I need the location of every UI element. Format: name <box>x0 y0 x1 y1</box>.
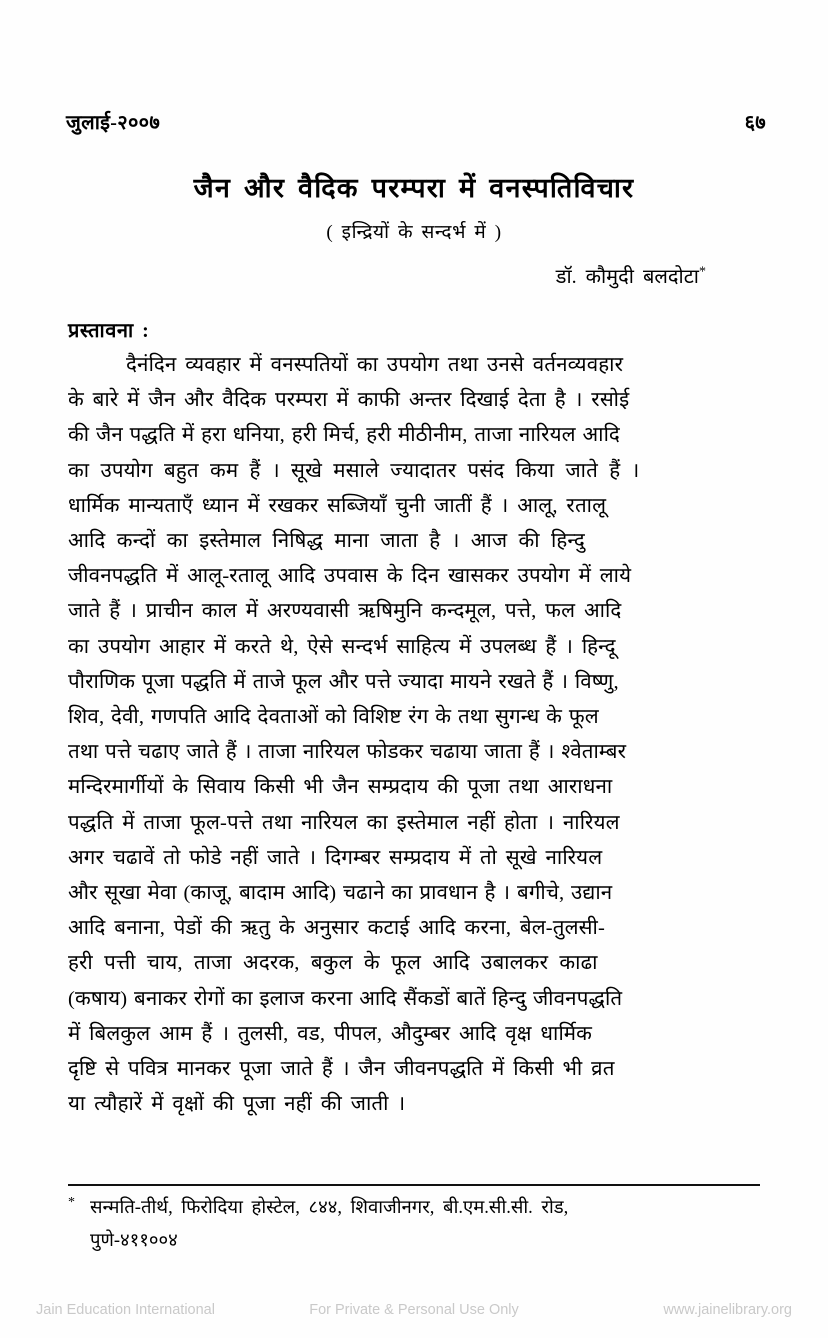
footnote-line-1 <box>68 1186 768 1225</box>
body-line: पद्धति में ताजा फूल-पत्ते तथा नारियल का इस्तेमाल नहीं होता । नारियल <box>68 811 620 834</box>
body-line: के बारे में जैन और वैदिक परम्परा में काफी अन्तर दिखाई देता है । रसोई <box>68 389 630 412</box>
footer-organization: Jain Education International <box>36 1302 215 1318</box>
body-line: का उपयोग बहुत कम हैं । सूखे मसाले ज्यादातर पसंद किया जाते हैं । <box>68 459 640 482</box>
page-number: ६७ <box>744 112 766 134</box>
footnote-address: सन्मति-तीर्थ, फिरोदिया होस्टेल, ८४४, शिवाजीनगर, बी.एम.सी.सी. रोड, <box>90 1198 569 1219</box>
footnote-marker: * <box>68 1195 75 1210</box>
body-line: आदि बनाना, पेडों की ऋतु के अनुसार कटाई आदि करना, बेल-तुलसी- <box>68 917 605 940</box>
body-line: धार्मिक मान्यताएँ ध्यान में रखकर सब्जियाँ चुनी जातीं हैं । आलू, रतालू <box>68 494 607 517</box>
body-line: अगर चढावें तो फोडे नहीं जाते । दिगम्बर सम्प्रदाय में तो सूखे नारियल <box>68 846 603 869</box>
issue-date: जुलाई-२००७ <box>66 112 161 134</box>
body-line: जाते हैं । प्राचीन काल में अरण्यवासी ऋषिमुनि कन्दमूल, पत्ते, फल आदि <box>68 600 622 623</box>
body-line: मन्दिरमार्गीयों के सिवाय किसी भी जैन सम्प्रदाय की पूजा तथा आराधना <box>68 776 613 799</box>
running-head <box>66 108 766 135</box>
body-line: और सूखा मेवा (काजू, बादाम आदि) चढाने का प्रावधान है । बगीचे, उद्यान <box>68 882 613 905</box>
byline <box>62 262 766 289</box>
watermark-footer <box>0 1296 828 1324</box>
body-line: में बिलकुल आम हैं । तुलसी, वड, पीपल, औदुम्बर आदि वृक्ष धार्मिक <box>68 1022 593 1045</box>
article-subtitle: ( इन्द्रियों के सन्दर्भ में ) <box>326 221 502 243</box>
footer-usage-notice: For Private & Personal Use Only <box>309 1302 519 1318</box>
body-line: दृष्टि से पवित्र मानकर पूजा जाते हैं । जैन जीवनपद्धति में किसी भी व्रत <box>68 1058 615 1081</box>
body-line: आदि कन्दों का इस्तेमाल निषिद्ध माना जाता है । आज की हिन्दु <box>68 530 585 553</box>
body-line: की जैन पद्धति में हरा धनिया, हरी मिर्च, हरी मीठीनीम, ताजा नारियल आदि <box>68 424 620 447</box>
body-line: पौराणिक पूजा पद्धति में ताजे फूल और पत्ते ज्यादा मायने रखते हैं । विष्णु, <box>68 670 619 693</box>
footnote-line-2: पुणे-४११००४ <box>90 1231 178 1252</box>
title-block <box>62 172 766 289</box>
body-paragraph <box>68 348 762 1122</box>
body-line: तथा पत्ते चढाए जाते हैं । ताजा नारियल फोडकर चढाया जाता हैं । श्वेताम्बर <box>68 741 627 764</box>
page-title: जैन और वैदिक परम्परा में वनस्पतिविचार <box>193 173 635 203</box>
body-line: का उपयोग आहार में करते थे, ऐसे सन्दर्भ साहित्य में उपलब्ध हैं । हिन्दू <box>68 635 616 658</box>
body-line: दैनंदिन व्यवहार में वनस्पतियों का उपयोग तथा उनसे वर्तनव्यवहार <box>126 354 624 376</box>
body-line: (कषाय) बनाकर रोगों का इलाज करना आदि सैंकडों बातें हिन्दु जीवनपद्धति <box>68 987 623 1010</box>
body-line: हरी पत्ती चाय, ताजा अदरक, बकुल के फूल आदि उबालकर काढा <box>68 952 598 975</box>
footnote <box>68 1186 768 1258</box>
body-line: या त्यौहारें में वृक्षों की पूजा नहीं की जाती । <box>68 1093 406 1116</box>
author-footnote-marker: * <box>699 264 706 280</box>
body-line: शिव, देवी, गणपति आदि देवताओं को विशिष्ट रंग के तथा सुगन्ध के फूल <box>68 706 599 729</box>
body-line: जीवनपद्धति में आलू-रतालू आदि उपवास के दिन खासकर उपयोग में लाये <box>68 565 632 588</box>
footer-website-url[interactable]: www.jainelibrary.org <box>663 1302 792 1318</box>
author-name: डॉ. कौमुदी बलदोटा <box>555 265 699 288</box>
section-heading: प्रस्तावना : <box>68 320 150 342</box>
